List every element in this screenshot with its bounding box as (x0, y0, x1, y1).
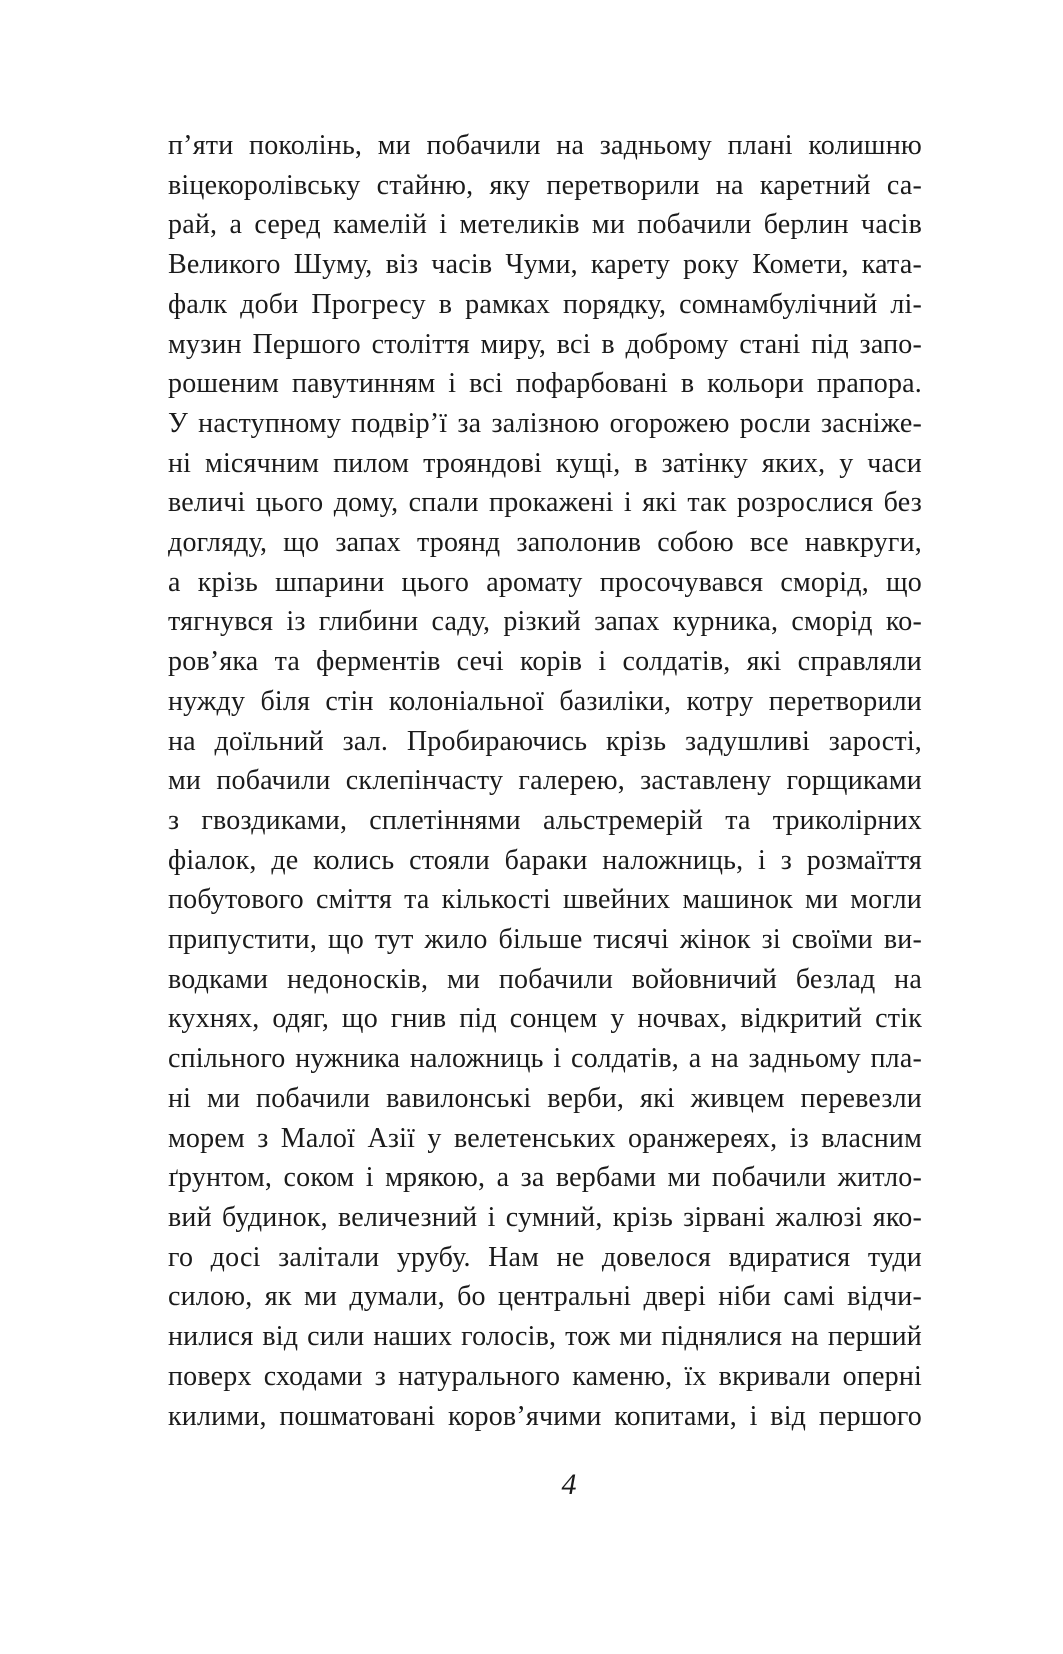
text-line: ні ми побачили вавилонські верби, які живцем перевезли (168, 1082, 922, 1114)
text-line: побутового сміття та кількості швейних машинок ми могли (168, 884, 922, 916)
text-line: ґрунтом, соком і мрякою, а за вербами ми побачили житло- (168, 1162, 922, 1194)
text-line: фалк доби Прогресу в рамках порядку, сомнамбулічний лі- (168, 288, 922, 320)
text-line: величі цього дому, спали прокажені і які так розрослися без (168, 487, 922, 519)
text-line: поверх сходами з натурального каменю, їх вкривали оперні (168, 1360, 922, 1392)
text-line: догляду, що запах троянд заполонив собою все навкруги, (168, 527, 922, 559)
text-line: ні місячним пилом трояндові кущі, в затінку яких, у часи (168, 447, 922, 479)
text-line: морем з Малої Азії у велетенських оранжереях, із власним (168, 1122, 922, 1154)
text-line: на доїльний зал. Пробираючись крізь задушливі зарості, (168, 725, 922, 757)
text-line: кухнях, одяг, що гнив під сонцем у ночвах, відкритий стік (168, 1003, 922, 1035)
text-line: фіалок, де колись стояли бараки наложниць, і з розмаїття (168, 844, 922, 876)
text-line: п’яти поколінь, ми побачили на задньому плані колишню (168, 130, 922, 161)
text-line: рай, а серед камелій і метеликів ми побачили берлин часів (168, 209, 922, 241)
text-line: спільного нужника наложниць і солдатів, а на задньому пла- (168, 1043, 922, 1075)
text-line: віцекоролівську стайню, яку перетворили на каретний са- (168, 169, 922, 201)
text-line: У наступному подвір’ї за залізною огорожею росли засніже- (168, 407, 922, 439)
text-line: ми побачили склепінчасту галерею, заставлену горщиками (168, 765, 922, 797)
text-line: припустити, що тут жило більше тисячі жінок зі своїми ви- (168, 924, 922, 956)
text-line: килими, пошматовані коров’ячими копитами, і від першого (168, 1400, 922, 1432)
text-line: го досі залітали урубу. Нам не довелося вдиратися туди (168, 1241, 922, 1273)
text-line: рошеним павутинням і всі пофарбовані в кольори прапора. (168, 368, 922, 400)
text-line: з гвоздиками, сплетіннями альстремерій та триколірних (168, 804, 922, 836)
text-line: Великого Шуму, віз часів Чуми, карету року Комети, ката- (168, 249, 922, 281)
text-line: ров’яка та ферментів сечі корів і солдатів, які справляли (168, 646, 922, 678)
text-line: нилися від сили наших голосів, тож ми піднялися на перший (168, 1321, 922, 1353)
text-line: вий будинок, величезний і сумний, крізь зірвані жалюзі яко- (168, 1201, 922, 1233)
text-line: а крізь шпарини цього аромату просочувався сморід, що (168, 566, 922, 598)
text-line: нужду біля стін колоніальної базиліки, котру перетворили (168, 685, 922, 717)
text-line: силою, як ми думали, бо центральні двері ніби самі відчи- (168, 1281, 922, 1313)
text-line: тягнувся із глибини саду, різкий запах курника, сморід ко- (168, 606, 922, 638)
text-line: водками недоносків, ми побачили войовничий безлад на (168, 963, 922, 995)
body-text (168, 126, 922, 1436)
page-number: 4 (561, 1468, 577, 1501)
text-line: музин Першого століття миру, всі в доброму стані під запо- (168, 328, 922, 360)
